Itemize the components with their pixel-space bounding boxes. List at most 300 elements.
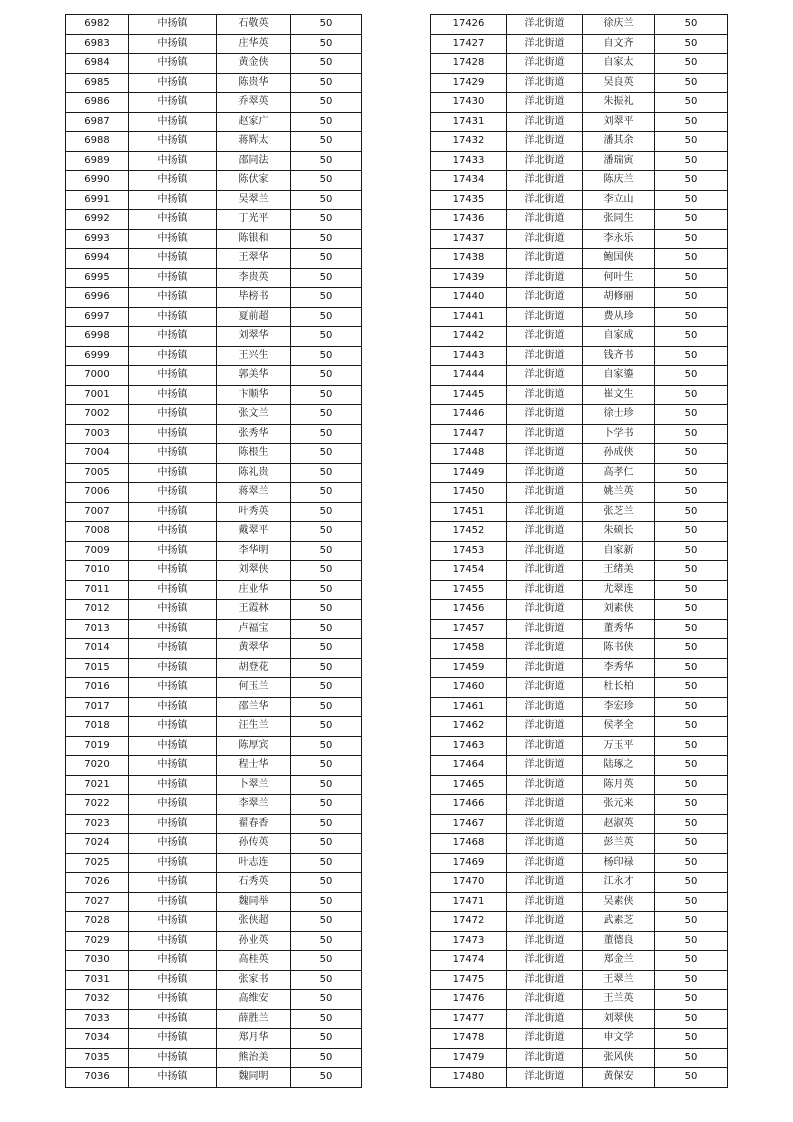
serial-number-cell: 17436 xyxy=(431,210,507,230)
district-cell: 中扬镇 xyxy=(129,541,217,561)
amount-cell: 50 xyxy=(291,580,362,600)
district-cell: 洋北街道 xyxy=(507,190,583,210)
amount-cell: 50 xyxy=(655,1029,728,1049)
serial-number-cell: 7028 xyxy=(66,912,129,932)
district-cell: 洋北街道 xyxy=(507,931,583,951)
district-cell: 中扬镇 xyxy=(129,444,217,464)
name-cell: 李立山 xyxy=(583,190,655,210)
district-cell: 中扬镇 xyxy=(129,483,217,503)
amount-cell: 50 xyxy=(291,912,362,932)
serial-number-cell: 17464 xyxy=(431,756,507,776)
amount-cell: 50 xyxy=(291,210,362,230)
district-cell: 中扬镇 xyxy=(129,814,217,834)
table-row xyxy=(431,463,728,483)
name-cell: 毕榜书 xyxy=(217,288,291,308)
district-cell: 中扬镇 xyxy=(129,970,217,990)
district-cell: 洋北街道 xyxy=(507,561,583,581)
serial-number-cell: 7032 xyxy=(66,990,129,1010)
district-cell: 中扬镇 xyxy=(129,1048,217,1068)
name-cell: 钱齐书 xyxy=(583,346,655,366)
table-row xyxy=(431,15,728,35)
name-cell: 杜长柏 xyxy=(583,678,655,698)
district-cell: 中扬镇 xyxy=(129,288,217,308)
serial-number-cell: 17458 xyxy=(431,639,507,659)
serial-number-cell: 17468 xyxy=(431,834,507,854)
name-cell: 李翠兰 xyxy=(217,795,291,815)
amount-cell: 50 xyxy=(655,717,728,737)
amount-cell: 50 xyxy=(655,307,728,327)
amount-cell: 50 xyxy=(291,424,362,444)
district-cell: 中扬镇 xyxy=(129,1009,217,1029)
serial-number-cell: 17431 xyxy=(431,112,507,132)
serial-number-cell: 7022 xyxy=(66,795,129,815)
amount-cell: 50 xyxy=(655,522,728,542)
serial-number-cell: 17428 xyxy=(431,54,507,74)
name-cell: 赵家广 xyxy=(217,112,291,132)
name-cell: 张家书 xyxy=(217,970,291,990)
name-cell: 陈月英 xyxy=(583,775,655,795)
amount-cell: 50 xyxy=(291,853,362,873)
table-row xyxy=(66,463,362,483)
amount-cell: 50 xyxy=(291,405,362,425)
serial-number-cell: 17453 xyxy=(431,541,507,561)
name-cell: 李宏珍 xyxy=(583,697,655,717)
table-row xyxy=(66,229,362,249)
table-row xyxy=(66,346,362,366)
district-cell: 中扬镇 xyxy=(129,873,217,893)
name-cell: 汪生兰 xyxy=(217,717,291,737)
name-cell: 自家成 xyxy=(583,327,655,347)
district-cell: 中扬镇 xyxy=(129,892,217,912)
table-row xyxy=(431,1029,728,1049)
amount-cell: 50 xyxy=(291,34,362,54)
table-row xyxy=(66,697,362,717)
name-cell: 王翠华 xyxy=(217,249,291,269)
serial-number-cell: 7029 xyxy=(66,931,129,951)
name-cell: 高桂英 xyxy=(217,951,291,971)
amount-cell: 50 xyxy=(291,93,362,113)
name-cell: 吴良英 xyxy=(583,73,655,93)
amount-cell: 50 xyxy=(291,814,362,834)
serial-number-cell: 17475 xyxy=(431,970,507,990)
serial-number-cell: 7006 xyxy=(66,483,129,503)
table-row xyxy=(66,34,362,54)
table-row xyxy=(66,814,362,834)
name-cell: 鲍国侠 xyxy=(583,249,655,269)
amount-cell: 50 xyxy=(655,112,728,132)
district-cell: 中扬镇 xyxy=(129,600,217,620)
table-row xyxy=(66,756,362,776)
amount-cell: 50 xyxy=(655,15,728,35)
serial-number-cell: 17430 xyxy=(431,93,507,113)
district-cell: 中扬镇 xyxy=(129,619,217,639)
table-row xyxy=(66,912,362,932)
district-cell: 中扬镇 xyxy=(129,717,217,737)
amount-cell: 50 xyxy=(655,756,728,776)
serial-number-cell: 17445 xyxy=(431,385,507,405)
table-row xyxy=(66,54,362,74)
table-row xyxy=(431,736,728,756)
serial-number-cell: 7009 xyxy=(66,541,129,561)
district-cell: 中扬镇 xyxy=(129,132,217,152)
table-row xyxy=(431,346,728,366)
serial-number-cell: 7034 xyxy=(66,1029,129,1049)
table-row xyxy=(431,678,728,698)
amount-cell: 50 xyxy=(291,366,362,386)
district-cell: 洋北街道 xyxy=(507,1009,583,1029)
amount-cell: 50 xyxy=(655,502,728,522)
name-cell: 江永才 xyxy=(583,873,655,893)
name-cell: 自家鎏 xyxy=(583,366,655,386)
district-cell: 洋北街道 xyxy=(507,522,583,542)
serial-number-cell: 7023 xyxy=(66,814,129,834)
amount-cell: 50 xyxy=(655,658,728,678)
district-cell: 洋北街道 xyxy=(507,93,583,113)
amount-cell: 50 xyxy=(655,795,728,815)
serial-number-cell: 17447 xyxy=(431,424,507,444)
serial-number-cell: 6983 xyxy=(66,34,129,54)
district-cell: 中扬镇 xyxy=(129,951,217,971)
district-cell: 洋北街道 xyxy=(507,54,583,74)
amount-cell: 50 xyxy=(655,34,728,54)
table-row xyxy=(431,483,728,503)
name-cell: 石秀英 xyxy=(217,873,291,893)
amount-cell: 50 xyxy=(655,678,728,698)
table-row xyxy=(66,385,362,405)
name-cell: 徐庆兰 xyxy=(583,15,655,35)
district-cell: 中扬镇 xyxy=(129,678,217,698)
district-cell: 洋北街道 xyxy=(507,990,583,1010)
name-cell: 万玉平 xyxy=(583,736,655,756)
amount-cell: 50 xyxy=(655,444,728,464)
table-row xyxy=(431,717,728,737)
table-row xyxy=(431,775,728,795)
table-row xyxy=(431,93,728,113)
table-row xyxy=(431,366,728,386)
table-row xyxy=(66,405,362,425)
amount-cell: 50 xyxy=(291,15,362,35)
district-cell: 洋北街道 xyxy=(507,853,583,873)
serial-number-cell: 17434 xyxy=(431,171,507,191)
name-cell: 蒋翠兰 xyxy=(217,483,291,503)
name-cell: 自文齐 xyxy=(583,34,655,54)
name-cell: 潘其余 xyxy=(583,132,655,152)
name-cell: 徐士珍 xyxy=(583,405,655,425)
serial-number-cell: 6989 xyxy=(66,151,129,171)
serial-number-cell: 17442 xyxy=(431,327,507,347)
district-cell: 中扬镇 xyxy=(129,580,217,600)
amount-cell: 50 xyxy=(291,561,362,581)
name-cell: 郭美华 xyxy=(217,366,291,386)
amount-cell: 50 xyxy=(291,541,362,561)
amount-cell: 50 xyxy=(655,327,728,347)
amount-cell: 50 xyxy=(655,561,728,581)
serial-number-cell: 17440 xyxy=(431,288,507,308)
serial-number-cell: 6988 xyxy=(66,132,129,152)
district-cell: 洋北街道 xyxy=(507,229,583,249)
amount-cell: 50 xyxy=(291,873,362,893)
serial-number-cell: 17470 xyxy=(431,873,507,893)
name-cell: 张元来 xyxy=(583,795,655,815)
amount-cell: 50 xyxy=(291,54,362,74)
table-row xyxy=(431,151,728,171)
name-cell: 李秀华 xyxy=(583,658,655,678)
serial-number-cell: 17474 xyxy=(431,951,507,971)
table-row xyxy=(431,600,728,620)
serial-number-cell: 6999 xyxy=(66,346,129,366)
amount-cell: 50 xyxy=(291,171,362,191)
table-row xyxy=(66,892,362,912)
amount-cell: 50 xyxy=(291,327,362,347)
amount-cell: 50 xyxy=(655,600,728,620)
amount-cell: 50 xyxy=(655,912,728,932)
amount-cell: 50 xyxy=(655,210,728,230)
amount-cell: 50 xyxy=(655,463,728,483)
serial-number-cell: 17429 xyxy=(431,73,507,93)
district-cell: 中扬镇 xyxy=(129,502,217,522)
name-cell: 卢福宝 xyxy=(217,619,291,639)
district-cell: 洋北街道 xyxy=(507,580,583,600)
amount-cell: 50 xyxy=(291,346,362,366)
serial-number-cell: 7033 xyxy=(66,1009,129,1029)
district-cell: 洋北街道 xyxy=(507,619,583,639)
serial-number-cell: 7017 xyxy=(66,697,129,717)
amount-cell: 50 xyxy=(291,951,362,971)
serial-number-cell: 17441 xyxy=(431,307,507,327)
serial-number-cell: 17439 xyxy=(431,268,507,288)
amount-cell: 50 xyxy=(655,814,728,834)
table-row xyxy=(66,444,362,464)
name-cell: 彭兰英 xyxy=(583,834,655,854)
amount-cell: 50 xyxy=(655,736,728,756)
table-row xyxy=(66,775,362,795)
serial-number-cell: 7020 xyxy=(66,756,129,776)
left-table xyxy=(65,14,362,1088)
table-row xyxy=(66,717,362,737)
serial-number-cell: 17449 xyxy=(431,463,507,483)
name-cell: 庄业华 xyxy=(217,580,291,600)
district-cell: 中扬镇 xyxy=(129,463,217,483)
amount-cell: 50 xyxy=(655,970,728,990)
serial-number-cell: 17433 xyxy=(431,151,507,171)
serial-number-cell: 6994 xyxy=(66,249,129,269)
amount-cell: 50 xyxy=(291,112,362,132)
amount-cell: 50 xyxy=(655,639,728,659)
district-cell: 洋北街道 xyxy=(507,366,583,386)
district-cell: 洋北街道 xyxy=(507,951,583,971)
serial-number-cell: 6992 xyxy=(66,210,129,230)
district-cell: 中扬镇 xyxy=(129,385,217,405)
table-row xyxy=(431,834,728,854)
district-cell: 洋北街道 xyxy=(507,834,583,854)
name-cell: 孙业英 xyxy=(217,931,291,951)
district-cell: 中扬镇 xyxy=(129,834,217,854)
serial-number-cell: 17480 xyxy=(431,1068,507,1088)
district-cell: 中扬镇 xyxy=(129,853,217,873)
district-cell: 中扬镇 xyxy=(129,795,217,815)
name-cell: 陈礼贵 xyxy=(217,463,291,483)
amount-cell: 50 xyxy=(291,834,362,854)
name-cell: 申文学 xyxy=(583,1029,655,1049)
serial-number-cell: 17438 xyxy=(431,249,507,269)
table-row xyxy=(66,483,362,503)
name-cell: 邵同法 xyxy=(217,151,291,171)
district-cell: 中扬镇 xyxy=(129,736,217,756)
district-cell: 中扬镇 xyxy=(129,1068,217,1088)
table-row xyxy=(431,132,728,152)
name-cell: 石敬英 xyxy=(217,15,291,35)
serial-number-cell: 6996 xyxy=(66,288,129,308)
name-cell: 陈根生 xyxy=(217,444,291,464)
amount-cell: 50 xyxy=(655,171,728,191)
name-cell: 姚兰英 xyxy=(583,483,655,503)
district-cell: 中扬镇 xyxy=(129,522,217,542)
district-cell: 洋北街道 xyxy=(507,73,583,93)
serial-number-cell: 6990 xyxy=(66,171,129,191)
table-row xyxy=(66,15,362,35)
district-cell: 洋北街道 xyxy=(507,756,583,776)
district-cell: 中扬镇 xyxy=(129,346,217,366)
amount-cell: 50 xyxy=(291,1048,362,1068)
table-row xyxy=(431,34,728,54)
amount-cell: 50 xyxy=(655,190,728,210)
district-cell: 洋北街道 xyxy=(507,210,583,230)
amount-cell: 50 xyxy=(291,385,362,405)
table-row xyxy=(431,444,728,464)
district-cell: 中扬镇 xyxy=(129,190,217,210)
district-cell: 中扬镇 xyxy=(129,210,217,230)
amount-cell: 50 xyxy=(291,268,362,288)
table-row xyxy=(431,249,728,269)
amount-cell: 50 xyxy=(291,463,362,483)
table-row xyxy=(431,112,728,132)
serial-number-cell: 7036 xyxy=(66,1068,129,1088)
serial-number-cell: 17472 xyxy=(431,912,507,932)
district-cell: 中扬镇 xyxy=(129,424,217,444)
district-cell: 洋北街道 xyxy=(507,151,583,171)
district-cell: 洋北街道 xyxy=(507,502,583,522)
table-row xyxy=(431,912,728,932)
district-cell: 洋北街道 xyxy=(507,717,583,737)
name-cell: 刘翠平 xyxy=(583,112,655,132)
district-cell: 洋北街道 xyxy=(507,892,583,912)
serial-number-cell: 7016 xyxy=(66,678,129,698)
table-row xyxy=(66,931,362,951)
name-cell: 张芝兰 xyxy=(583,502,655,522)
serial-number-cell: 17466 xyxy=(431,795,507,815)
name-cell: 邵兰华 xyxy=(217,697,291,717)
serial-number-cell: 6995 xyxy=(66,268,129,288)
district-cell: 洋北街道 xyxy=(507,171,583,191)
serial-number-cell: 6984 xyxy=(66,54,129,74)
table-row xyxy=(431,873,728,893)
name-cell: 程士华 xyxy=(217,756,291,776)
name-cell: 薛胜兰 xyxy=(217,1009,291,1029)
table-row xyxy=(431,171,728,191)
table-row xyxy=(431,990,728,1010)
amount-cell: 50 xyxy=(291,775,362,795)
table-row xyxy=(66,249,362,269)
table-row xyxy=(66,112,362,132)
name-cell: 刘翠侠 xyxy=(583,1009,655,1029)
table-row xyxy=(66,541,362,561)
table-row xyxy=(66,502,362,522)
serial-number-cell: 6985 xyxy=(66,73,129,93)
table-row xyxy=(431,561,728,581)
serial-number-cell: 17462 xyxy=(431,717,507,737)
table-row xyxy=(66,171,362,191)
table-row xyxy=(431,580,728,600)
serial-number-cell: 7005 xyxy=(66,463,129,483)
amount-cell: 50 xyxy=(655,990,728,1010)
table-row xyxy=(66,366,362,386)
table-row xyxy=(66,268,362,288)
amount-cell: 50 xyxy=(655,619,728,639)
serial-number-cell: 7031 xyxy=(66,970,129,990)
name-cell: 黄金侠 xyxy=(217,54,291,74)
serial-number-cell: 17461 xyxy=(431,697,507,717)
serial-number-cell: 7000 xyxy=(66,366,129,386)
district-cell: 洋北街道 xyxy=(507,697,583,717)
name-cell: 王霞林 xyxy=(217,600,291,620)
name-cell: 叶秀英 xyxy=(217,502,291,522)
serial-number-cell: 7025 xyxy=(66,853,129,873)
district-cell: 中扬镇 xyxy=(129,775,217,795)
name-cell: 尤翠连 xyxy=(583,580,655,600)
district-cell: 中扬镇 xyxy=(129,34,217,54)
name-cell: 何叶生 xyxy=(583,268,655,288)
amount-cell: 50 xyxy=(291,307,362,327)
amount-cell: 50 xyxy=(655,541,728,561)
table-row xyxy=(66,307,362,327)
amount-cell: 50 xyxy=(291,639,362,659)
name-cell: 黄保安 xyxy=(583,1068,655,1088)
table-row xyxy=(431,54,728,74)
district-cell: 洋北街道 xyxy=(507,405,583,425)
amount-cell: 50 xyxy=(291,970,362,990)
serial-number-cell: 6997 xyxy=(66,307,129,327)
name-cell: 李贵英 xyxy=(217,268,291,288)
name-cell: 张文兰 xyxy=(217,405,291,425)
name-cell: 魏同举 xyxy=(217,892,291,912)
name-cell: 王兰英 xyxy=(583,990,655,1010)
district-cell: 洋北街道 xyxy=(507,678,583,698)
table-row xyxy=(431,795,728,815)
table-row xyxy=(431,73,728,93)
district-cell: 洋北街道 xyxy=(507,463,583,483)
amount-cell: 50 xyxy=(291,151,362,171)
serial-number-cell: 17443 xyxy=(431,346,507,366)
name-cell: 张侠超 xyxy=(217,912,291,932)
amount-cell: 50 xyxy=(655,1009,728,1029)
amount-cell: 50 xyxy=(291,756,362,776)
district-cell: 洋北街道 xyxy=(507,970,583,990)
table-row xyxy=(431,502,728,522)
amount-cell: 50 xyxy=(655,931,728,951)
serial-number-cell: 17454 xyxy=(431,561,507,581)
district-cell: 洋北街道 xyxy=(507,288,583,308)
district-cell: 洋北街道 xyxy=(507,912,583,932)
amount-cell: 50 xyxy=(291,522,362,542)
name-cell: 武素芝 xyxy=(583,912,655,932)
serial-number-cell: 17479 xyxy=(431,1048,507,1068)
serial-number-cell: 6987 xyxy=(66,112,129,132)
serial-number-cell: 17446 xyxy=(431,405,507,425)
serial-number-cell: 17435 xyxy=(431,190,507,210)
serial-number-cell: 17450 xyxy=(431,483,507,503)
amount-cell: 50 xyxy=(655,268,728,288)
serial-number-cell: 7011 xyxy=(66,580,129,600)
